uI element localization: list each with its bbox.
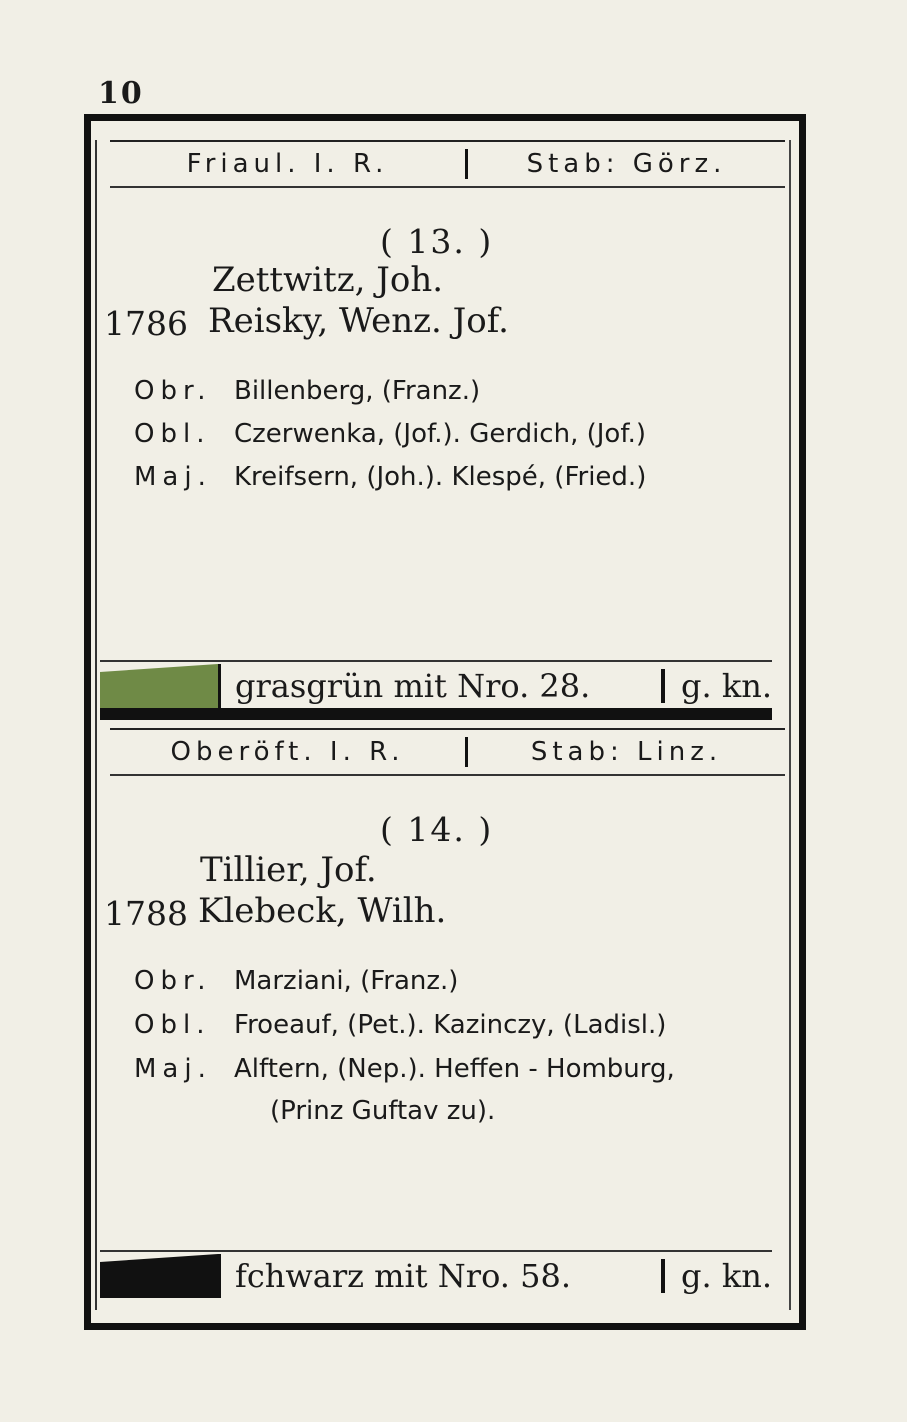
colonel-name: Reisky, Wenz. Jof. [208,301,509,341]
staff-location: Stab: Linz. [530,737,723,767]
facing-color-text: fchwarz mit Nro. 58. [218,1254,645,1298]
colonel-year: 1788 [104,894,188,933]
color-swatch-icon [100,664,218,708]
footer-separator [661,669,665,703]
regiment-number: ( 13. ) [380,222,494,261]
officer-names: Marziani, (Franz.) [234,966,459,996]
swatch-fill [100,664,218,708]
officer-row [134,419,646,449]
officer-rank: Obl. [134,1010,211,1040]
inner-border-right [789,140,791,1310]
officer-rank: Maj. [134,462,212,492]
button-type: g. kn. [681,667,772,705]
facing-color-text: grasgrün mit Nro. 28. [218,664,645,708]
regiment-number: ( 14. ) [380,810,494,849]
colonel-year: 1786 [104,304,188,343]
footer-separator [661,1259,665,1293]
regiment-name: Oberöft. I. R. [110,737,468,767]
staff-location: Stab: Görz. [526,149,727,179]
regiment-owner: Zettwitz, Joh. [212,260,444,300]
officer-row [134,376,480,406]
footer-rule [100,1250,772,1252]
officer-rank: Obr. [134,376,212,406]
button-type: g. kn. [681,1257,772,1295]
section-divider [100,708,772,720]
officer-names: Alftern, (Nep.). Heffen - Homburg, [234,1054,675,1084]
officer-rank: Obl. [134,419,211,449]
officer-names: Froeauf, (Pet.). Kazinczy, (Ladisl.) [234,1010,667,1040]
officer-rank: Obr. [134,966,212,996]
officer-rank: Maj. [134,1054,212,1084]
colonel-name: Klebeck, Wilh. [198,891,447,931]
officer-names: Czerwenka, (Jof.). Gerdich, (Jof.) [234,419,647,449]
regiment-footer [100,664,775,708]
officer-row [134,966,458,996]
facing-color-swatch [100,664,218,708]
page-number: 10 [98,76,144,111]
swatch-fill [100,1254,218,1298]
regiment-owner: Tillier, Jof. [200,850,377,890]
color-swatch-icon [100,1254,218,1298]
officer-row [134,1054,675,1084]
regiment-name: Friaul. I. R. [110,149,468,179]
officer-names: Kreifsern, (Joh.). Klespé, (Fried.) [234,462,647,492]
footer-rule [100,660,772,662]
officer-row [134,462,646,492]
officer-continuation: (Prinz Guftav zu). [270,1096,496,1126]
regiment-header [110,728,785,776]
inner-border-left [95,140,97,1310]
officer-row [134,1010,666,1040]
facing-color-swatch [100,1254,218,1298]
table-frame [84,114,806,1330]
regiment-footer [100,1254,775,1298]
officer-names: Billenberg, (Franz.) [234,376,481,406]
regiment-header [110,140,785,188]
